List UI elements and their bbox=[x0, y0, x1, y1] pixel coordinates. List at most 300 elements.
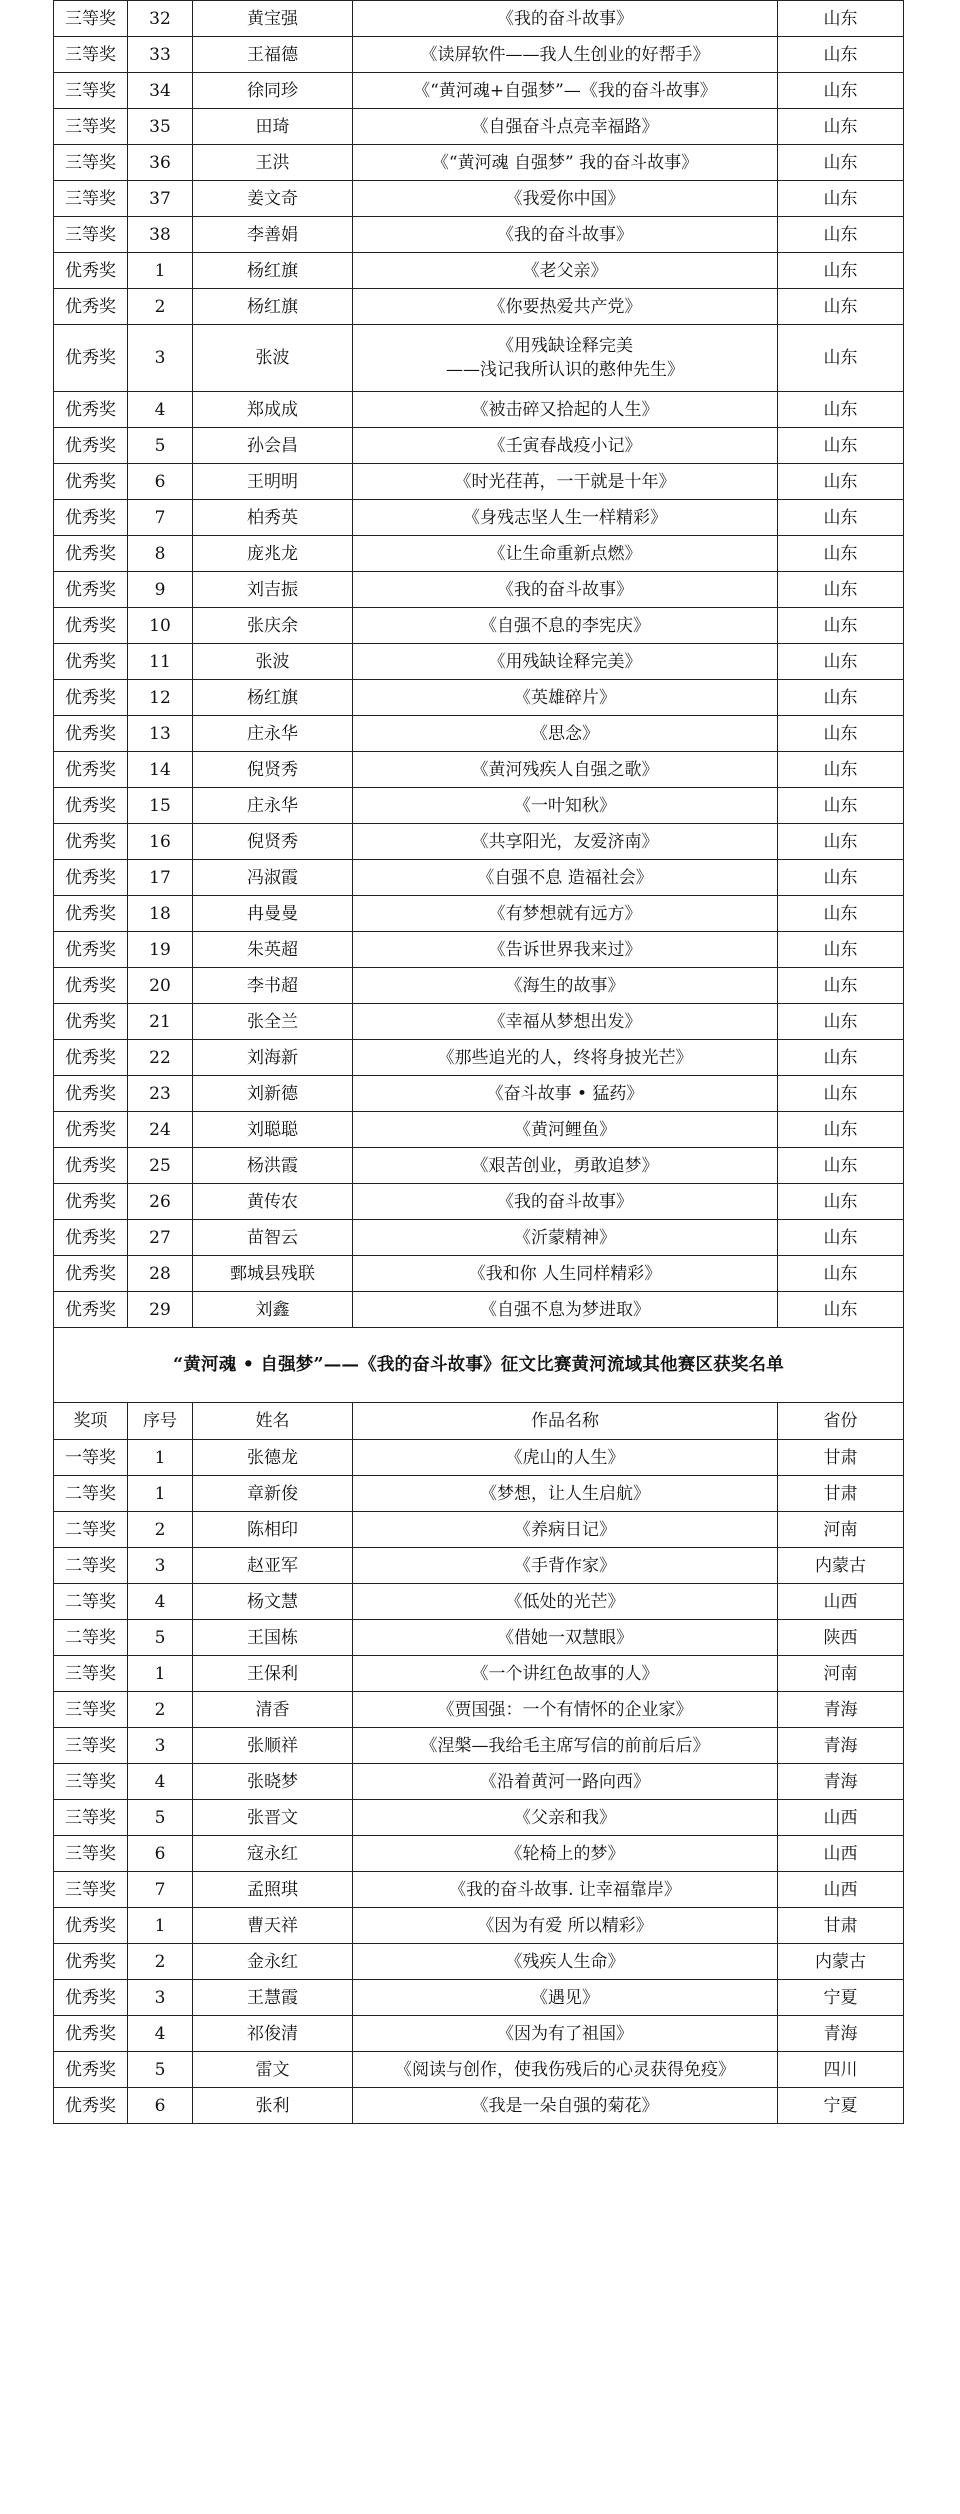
author-name-cell: 杨红旗 bbox=[193, 289, 353, 325]
province-cell: 山东 bbox=[778, 968, 904, 1004]
work-title-cell: 《养病日记》 bbox=[353, 1512, 778, 1548]
author-name-cell: 刘吉振 bbox=[193, 572, 353, 608]
award-table bbox=[53, 0, 904, 2124]
serial-number-cell: 16 bbox=[128, 824, 193, 860]
serial-number-cell: 17 bbox=[128, 860, 193, 896]
province-cell: 内蒙古 bbox=[778, 1944, 904, 1980]
serial-number-cell: 15 bbox=[128, 788, 193, 824]
award-level-cell: 二等奖 bbox=[54, 1476, 128, 1512]
author-name-cell: 柏秀英 bbox=[193, 500, 353, 536]
serial-number-cell: 34 bbox=[128, 73, 193, 109]
award-level-cell: 优秀奖 bbox=[54, 536, 128, 572]
serial-number-cell: 1 bbox=[128, 253, 193, 289]
award-level-cell: 优秀奖 bbox=[54, 716, 128, 752]
table-row bbox=[54, 217, 904, 253]
work-title-cell: 《父亲和我》 bbox=[353, 1800, 778, 1836]
author-name-cell: 冯淑霞 bbox=[193, 860, 353, 896]
award-level-cell: 优秀奖 bbox=[54, 1944, 128, 1980]
serial-number-cell: 35 bbox=[128, 109, 193, 145]
table-row bbox=[54, 824, 904, 860]
table-row bbox=[54, 1692, 904, 1728]
work-title-cell: 《梦想，让人生启航》 bbox=[353, 1476, 778, 1512]
work-title-cell: 《我的奋斗故事》 bbox=[353, 1184, 778, 1220]
work-title-cell: 《我和你 人生同样精彩》 bbox=[353, 1256, 778, 1292]
award-level-cell: 优秀奖 bbox=[54, 464, 128, 500]
table-row bbox=[54, 1656, 904, 1692]
table-row bbox=[54, 1292, 904, 1328]
serial-number-cell: 28 bbox=[128, 1256, 193, 1292]
work-title-cell: 《我的奋斗故事》 bbox=[353, 572, 778, 608]
serial-number-cell: 23 bbox=[128, 1076, 193, 1112]
province-cell: 山东 bbox=[778, 788, 904, 824]
author-name-cell: 张全兰 bbox=[193, 1004, 353, 1040]
author-name-cell: 李善娟 bbox=[193, 217, 353, 253]
award-level-cell: 优秀奖 bbox=[54, 325, 128, 392]
work-title-cell: 《我的奋斗故事》 bbox=[353, 1, 778, 37]
table-row bbox=[54, 1256, 904, 1292]
author-name-cell: 张波 bbox=[193, 325, 353, 392]
work-title-cell: 《因为有爱 所以精彩》 bbox=[353, 1908, 778, 1944]
work-title-cell: 《低处的光芒》 bbox=[353, 1584, 778, 1620]
award-level-cell: 优秀奖 bbox=[54, 2016, 128, 2052]
section-title-row bbox=[54, 1328, 904, 1403]
header-province: 省份 bbox=[778, 1403, 904, 1440]
province-cell: 甘肃 bbox=[778, 1440, 904, 1476]
serial-number-cell: 3 bbox=[128, 1728, 193, 1764]
province-cell: 山东 bbox=[778, 680, 904, 716]
header-serial-number: 序号 bbox=[128, 1403, 193, 1440]
work-title-cell: 《那些追光的人，终将身披光芒》 bbox=[353, 1040, 778, 1076]
serial-number-cell: 26 bbox=[128, 1184, 193, 1220]
award-level-cell: 三等奖 bbox=[54, 1728, 128, 1764]
author-name-cell: 张晋文 bbox=[193, 1800, 353, 1836]
province-cell: 山东 bbox=[778, 1112, 904, 1148]
award-level-cell: 优秀奖 bbox=[54, 1256, 128, 1292]
author-name-cell: 姜文奇 bbox=[193, 181, 353, 217]
serial-number-cell: 33 bbox=[128, 37, 193, 73]
province-cell: 山东 bbox=[778, 1004, 904, 1040]
serial-number-cell: 37 bbox=[128, 181, 193, 217]
work-title-cell: 《艰苦创业，勇敢追梦》 bbox=[353, 1148, 778, 1184]
award-level-cell: 三等奖 bbox=[54, 1800, 128, 1836]
province-cell: 山东 bbox=[778, 464, 904, 500]
award-level-cell: 优秀奖 bbox=[54, 644, 128, 680]
award-level-cell: 三等奖 bbox=[54, 1764, 128, 1800]
province-cell: 山东 bbox=[778, 896, 904, 932]
province-cell: 山东 bbox=[778, 1292, 904, 1328]
author-name-cell: 张晓梦 bbox=[193, 1764, 353, 1800]
serial-number-cell: 5 bbox=[128, 1800, 193, 1836]
province-cell: 青海 bbox=[778, 2016, 904, 2052]
work-title-cell: 《自强不息为梦进取》 bbox=[353, 1292, 778, 1328]
author-name-cell: 王明明 bbox=[193, 464, 353, 500]
province-cell: 河南 bbox=[778, 1656, 904, 1692]
award-level-cell: 三等奖 bbox=[54, 1656, 128, 1692]
table-row bbox=[54, 536, 904, 572]
table-row bbox=[54, 181, 904, 217]
award-level-cell: 优秀奖 bbox=[54, 1908, 128, 1944]
work-title-cell: 《虎山的人生》 bbox=[353, 1440, 778, 1476]
table-row bbox=[54, 932, 904, 968]
work-title-cell: 《遇见》 bbox=[353, 1980, 778, 2016]
serial-number-cell: 5 bbox=[128, 1620, 193, 1656]
award-level-cell: 优秀奖 bbox=[54, 608, 128, 644]
table-row bbox=[54, 680, 904, 716]
table-row bbox=[54, 1548, 904, 1584]
author-name-cell: 王慧霞 bbox=[193, 1980, 353, 2016]
province-cell: 山东 bbox=[778, 1040, 904, 1076]
table-row bbox=[54, 644, 904, 680]
serial-number-cell: 32 bbox=[128, 1, 193, 37]
province-cell: 四川 bbox=[778, 2052, 904, 2088]
table-row bbox=[54, 1076, 904, 1112]
serial-number-cell: 1 bbox=[128, 1656, 193, 1692]
author-name-cell: 刘鑫 bbox=[193, 1292, 353, 1328]
province-cell: 山东 bbox=[778, 1076, 904, 1112]
table-row bbox=[54, 1512, 904, 1548]
serial-number-cell: 12 bbox=[128, 680, 193, 716]
province-cell: 山东 bbox=[778, 1, 904, 37]
work-title-cell: 《英雄碎片》 bbox=[353, 680, 778, 716]
province-cell: 山东 bbox=[778, 73, 904, 109]
serial-number-cell: 3 bbox=[128, 1548, 193, 1584]
table-row bbox=[54, 1944, 904, 1980]
header-work-title: 作品名称 bbox=[353, 1403, 778, 1440]
author-name-cell: 刘海新 bbox=[193, 1040, 353, 1076]
award-level-cell: 优秀奖 bbox=[54, 1292, 128, 1328]
province-cell: 山东 bbox=[778, 37, 904, 73]
table-row bbox=[54, 464, 904, 500]
table-row bbox=[54, 716, 904, 752]
serial-number-cell: 7 bbox=[128, 1872, 193, 1908]
author-name-cell: 杨红旗 bbox=[193, 253, 353, 289]
work-title-cell: 《沿着黄河一路向西》 bbox=[353, 1764, 778, 1800]
award-list-page bbox=[53, 0, 903, 2124]
award-level-cell: 三等奖 bbox=[54, 109, 128, 145]
work-title-cell: 《读屏软件——我人生创业的好帮手》 bbox=[353, 37, 778, 73]
province-cell: 山东 bbox=[778, 716, 904, 752]
work-title-cell: 《奋斗故事 • 猛药》 bbox=[353, 1076, 778, 1112]
table-row bbox=[54, 1220, 904, 1256]
author-name-cell: 刘聪聪 bbox=[193, 1112, 353, 1148]
author-name-cell: 寇永红 bbox=[193, 1836, 353, 1872]
award-level-cell: 二等奖 bbox=[54, 1512, 128, 1548]
author-name-cell: 倪贤秀 bbox=[193, 824, 353, 860]
award-level-cell: 优秀奖 bbox=[54, 500, 128, 536]
table-row bbox=[54, 1004, 904, 1040]
author-name-cell: 徐同珍 bbox=[193, 73, 353, 109]
serial-number-cell: 4 bbox=[128, 1764, 193, 1800]
serial-number-cell: 27 bbox=[128, 1220, 193, 1256]
award-table-body bbox=[54, 1, 904, 2124]
author-name-cell: 张顺祥 bbox=[193, 1728, 353, 1764]
author-name-cell: 田琦 bbox=[193, 109, 353, 145]
table-row bbox=[54, 325, 904, 392]
serial-number-cell: 11 bbox=[128, 644, 193, 680]
award-level-cell: 三等奖 bbox=[54, 1692, 128, 1728]
award-level-cell: 优秀奖 bbox=[54, 968, 128, 1004]
work-title-cell: 《自强不息的李宪庆》 bbox=[353, 608, 778, 644]
work-title-cell: 《阅读与创作，使我伤残后的心灵获得免疫》 bbox=[353, 2052, 778, 2088]
author-name-cell: 刘新德 bbox=[193, 1076, 353, 1112]
award-level-cell: 优秀奖 bbox=[54, 2088, 128, 2124]
work-title-cell: 《黄河鲤鱼》 bbox=[353, 1112, 778, 1148]
work-title-cell: 《身残志坚人生一样精彩》 bbox=[353, 500, 778, 536]
province-cell: 山东 bbox=[778, 1184, 904, 1220]
serial-number-cell: 24 bbox=[128, 1112, 193, 1148]
table-row bbox=[54, 1980, 904, 2016]
serial-number-cell: 2 bbox=[128, 1944, 193, 1980]
table-row bbox=[54, 1148, 904, 1184]
province-cell: 青海 bbox=[778, 1764, 904, 1800]
province-cell: 山东 bbox=[778, 428, 904, 464]
work-title-cell: 《告诉世界我来过》 bbox=[353, 932, 778, 968]
work-title-cell: 《共享阳光，友爱济南》 bbox=[353, 824, 778, 860]
work-title-cell: 《借她一双慧眼》 bbox=[353, 1620, 778, 1656]
author-name-cell: 祁俊清 bbox=[193, 2016, 353, 2052]
author-name-cell: 王国栋 bbox=[193, 1620, 353, 1656]
province-cell: 山东 bbox=[778, 1148, 904, 1184]
province-cell: 甘肃 bbox=[778, 1476, 904, 1512]
province-cell: 山东 bbox=[778, 500, 904, 536]
work-title-cell: 《被击碎又拾起的人生》 bbox=[353, 392, 778, 428]
work-title-cell: 《老父亲》 bbox=[353, 253, 778, 289]
author-name-cell: 李书超 bbox=[193, 968, 353, 1004]
table-row bbox=[54, 73, 904, 109]
award-level-cell: 优秀奖 bbox=[54, 788, 128, 824]
serial-number-cell: 6 bbox=[128, 464, 193, 500]
work-title-cell: 《时光荏苒，一干就是十年》 bbox=[353, 464, 778, 500]
work-title-cell: 《壬寅春战疫小记》 bbox=[353, 428, 778, 464]
award-level-cell: 三等奖 bbox=[54, 217, 128, 253]
award-level-cell: 优秀奖 bbox=[54, 572, 128, 608]
work-title-cell: 《我的奋斗故事. 让幸福靠岸》 bbox=[353, 1872, 778, 1908]
work-title-cell: 《让生命重新点燃》 bbox=[353, 536, 778, 572]
province-cell: 山东 bbox=[778, 932, 904, 968]
table-row bbox=[54, 109, 904, 145]
table-row bbox=[54, 1800, 904, 1836]
province-cell: 山东 bbox=[778, 325, 904, 392]
award-level-cell: 三等奖 bbox=[54, 37, 128, 73]
serial-number-cell: 9 bbox=[128, 572, 193, 608]
work-title-cell: 《一叶知秋》 bbox=[353, 788, 778, 824]
table-row bbox=[54, 608, 904, 644]
province-cell: 山东 bbox=[778, 217, 904, 253]
province-cell: 山东 bbox=[778, 1256, 904, 1292]
author-name-cell: 金永红 bbox=[193, 1944, 353, 1980]
award-level-cell: 三等奖 bbox=[54, 73, 128, 109]
award-level-cell: 优秀奖 bbox=[54, 860, 128, 896]
province-cell: 山东 bbox=[778, 608, 904, 644]
work-title-cell: 《涅槃—我给毛主席写信的前前后后》 bbox=[353, 1728, 778, 1764]
author-name-cell: 王洪 bbox=[193, 145, 353, 181]
author-name-cell: 苗智云 bbox=[193, 1220, 353, 1256]
table-row bbox=[54, 2052, 904, 2088]
award-level-cell: 二等奖 bbox=[54, 1548, 128, 1584]
province-cell: 陕西 bbox=[778, 1620, 904, 1656]
work-title-cell: 《手背作家》 bbox=[353, 1548, 778, 1584]
province-cell: 山西 bbox=[778, 1584, 904, 1620]
author-name-cell: 黄宝强 bbox=[193, 1, 353, 37]
serial-number-cell: 19 bbox=[128, 932, 193, 968]
table-row bbox=[54, 428, 904, 464]
province-cell: 山东 bbox=[778, 109, 904, 145]
serial-number-cell: 6 bbox=[128, 1836, 193, 1872]
table-row bbox=[54, 1040, 904, 1076]
author-name-cell: 冉曼曼 bbox=[193, 896, 353, 932]
table-row bbox=[54, 1112, 904, 1148]
award-level-cell: 三等奖 bbox=[54, 145, 128, 181]
author-name-cell: 章新俊 bbox=[193, 1476, 353, 1512]
serial-number-cell: 5 bbox=[128, 428, 193, 464]
serial-number-cell: 4 bbox=[128, 1584, 193, 1620]
author-name-cell: 鄄城县残联 bbox=[193, 1256, 353, 1292]
work-title-cell: 《自强不息 造福社会》 bbox=[353, 860, 778, 896]
author-name-cell: 庄永华 bbox=[193, 788, 353, 824]
table-header-row bbox=[54, 1403, 904, 1440]
award-level-cell: 三等奖 bbox=[54, 1836, 128, 1872]
header-author-name: 姓名 bbox=[193, 1403, 353, 1440]
table-row bbox=[54, 37, 904, 73]
province-cell: 山东 bbox=[778, 392, 904, 428]
author-name-cell: 清香 bbox=[193, 1692, 353, 1728]
award-level-cell: 优秀奖 bbox=[54, 1004, 128, 1040]
work-title-cell: 《我的奋斗故事》 bbox=[353, 217, 778, 253]
serial-number-cell: 7 bbox=[128, 500, 193, 536]
serial-number-cell: 2 bbox=[128, 1512, 193, 1548]
province-cell: 青海 bbox=[778, 1692, 904, 1728]
award-level-cell: 二等奖 bbox=[54, 1620, 128, 1656]
province-cell: 山西 bbox=[778, 1836, 904, 1872]
table-row bbox=[54, 1, 904, 37]
province-cell: 山东 bbox=[778, 860, 904, 896]
table-row bbox=[54, 2088, 904, 2124]
work-title-cell: 《因为有了祖国》 bbox=[353, 2016, 778, 2052]
province-cell: 山西 bbox=[778, 1872, 904, 1908]
work-title-cell: 《“黄河魂+自强梦”—《我的奋斗故事》 bbox=[353, 73, 778, 109]
author-name-cell: 孙会昌 bbox=[193, 428, 353, 464]
serial-number-cell: 38 bbox=[128, 217, 193, 253]
award-level-cell: 优秀奖 bbox=[54, 1040, 128, 1076]
province-cell: 内蒙古 bbox=[778, 1548, 904, 1584]
province-cell: 山东 bbox=[778, 181, 904, 217]
author-name-cell: 朱英超 bbox=[193, 932, 353, 968]
award-level-cell: 优秀奖 bbox=[54, 752, 128, 788]
province-cell: 山东 bbox=[778, 145, 904, 181]
serial-number-cell: 22 bbox=[128, 1040, 193, 1076]
province-cell: 山东 bbox=[778, 752, 904, 788]
award-level-cell: 优秀奖 bbox=[54, 428, 128, 464]
table-row bbox=[54, 1908, 904, 1944]
province-cell: 山东 bbox=[778, 572, 904, 608]
province-cell: 山西 bbox=[778, 1800, 904, 1836]
author-name-cell: 赵亚军 bbox=[193, 1548, 353, 1584]
province-cell: 河南 bbox=[778, 1512, 904, 1548]
author-name-cell: 倪贤秀 bbox=[193, 752, 353, 788]
province-cell: 山东 bbox=[778, 289, 904, 325]
province-cell: 宁夏 bbox=[778, 2088, 904, 2124]
award-level-cell: 优秀奖 bbox=[54, 896, 128, 932]
work-title-cell: 《我爱你中国》 bbox=[353, 181, 778, 217]
table-row bbox=[54, 1728, 904, 1764]
work-title-cell: 《用残缺诠释完美 ——浅记我所认识的憨仲先生》 bbox=[353, 325, 778, 392]
serial-number-cell: 6 bbox=[128, 2088, 193, 2124]
serial-number-cell: 20 bbox=[128, 968, 193, 1004]
award-level-cell: 优秀奖 bbox=[54, 2052, 128, 2088]
author-name-cell: 王保利 bbox=[193, 1656, 353, 1692]
table-row bbox=[54, 1764, 904, 1800]
award-level-cell: 二等奖 bbox=[54, 1584, 128, 1620]
table-row bbox=[54, 572, 904, 608]
table-row bbox=[54, 752, 904, 788]
award-level-cell: 优秀奖 bbox=[54, 824, 128, 860]
serial-number-cell: 13 bbox=[128, 716, 193, 752]
province-cell: 山东 bbox=[778, 536, 904, 572]
author-name-cell: 陈相印 bbox=[193, 1512, 353, 1548]
work-title-cell: 《轮椅上的梦》 bbox=[353, 1836, 778, 1872]
award-level-cell: 优秀奖 bbox=[54, 392, 128, 428]
award-level-cell: 三等奖 bbox=[54, 1, 128, 37]
serial-number-cell: 21 bbox=[128, 1004, 193, 1040]
table-row bbox=[54, 289, 904, 325]
award-level-cell: 优秀奖 bbox=[54, 932, 128, 968]
table-row bbox=[54, 1620, 904, 1656]
serial-number-cell: 1 bbox=[128, 1908, 193, 1944]
author-name-cell: 黄传农 bbox=[193, 1184, 353, 1220]
work-title-cell: 《沂蒙精神》 bbox=[353, 1220, 778, 1256]
author-name-cell: 张庆余 bbox=[193, 608, 353, 644]
author-name-cell: 雷文 bbox=[193, 2052, 353, 2088]
table-row bbox=[54, 1476, 904, 1512]
author-name-cell: 张德龙 bbox=[193, 1440, 353, 1476]
serial-number-cell: 2 bbox=[128, 289, 193, 325]
award-level-cell: 优秀奖 bbox=[54, 1076, 128, 1112]
table-row bbox=[54, 860, 904, 896]
author-name-cell: 曹天祥 bbox=[193, 1908, 353, 1944]
serial-number-cell: 10 bbox=[128, 608, 193, 644]
work-title-cell: 《黄河残疾人自强之歌》 bbox=[353, 752, 778, 788]
work-title-cell: 《用残缺诠释完美》 bbox=[353, 644, 778, 680]
work-title-cell: 《“黄河魂 自强梦” 我的奋斗故事》 bbox=[353, 145, 778, 181]
award-level-cell: 优秀奖 bbox=[54, 1184, 128, 1220]
work-title-cell: 《幸福从梦想出发》 bbox=[353, 1004, 778, 1040]
table-row bbox=[54, 1584, 904, 1620]
author-name-cell: 张利 bbox=[193, 2088, 353, 2124]
work-title-cell: 《思念》 bbox=[353, 716, 778, 752]
section-title: “黄河魂 • 自强梦”——《我的奋斗故事》征文比赛黄河流域其他赛区获奖名单 bbox=[54, 1328, 904, 1403]
province-cell: 山东 bbox=[778, 1220, 904, 1256]
serial-number-cell: 5 bbox=[128, 2052, 193, 2088]
author-name-cell: 杨洪霞 bbox=[193, 1148, 353, 1184]
province-cell: 宁夏 bbox=[778, 1980, 904, 2016]
award-level-cell: 优秀奖 bbox=[54, 253, 128, 289]
author-name-cell: 杨文慧 bbox=[193, 1584, 353, 1620]
serial-number-cell: 3 bbox=[128, 1980, 193, 2016]
serial-number-cell: 18 bbox=[128, 896, 193, 932]
award-level-cell: 三等奖 bbox=[54, 181, 128, 217]
author-name-cell: 张波 bbox=[193, 644, 353, 680]
table-row bbox=[54, 2016, 904, 2052]
author-name-cell: 庄永华 bbox=[193, 716, 353, 752]
work-title-cell: 《海生的故事》 bbox=[353, 968, 778, 1004]
table-row bbox=[54, 896, 904, 932]
author-name-cell: 王福德 bbox=[193, 37, 353, 73]
author-name-cell: 庞兆龙 bbox=[193, 536, 353, 572]
province-cell: 甘肃 bbox=[778, 1908, 904, 1944]
work-title-cell: 《残疾人生命》 bbox=[353, 1944, 778, 1980]
table-row bbox=[54, 1872, 904, 1908]
table-row bbox=[54, 253, 904, 289]
